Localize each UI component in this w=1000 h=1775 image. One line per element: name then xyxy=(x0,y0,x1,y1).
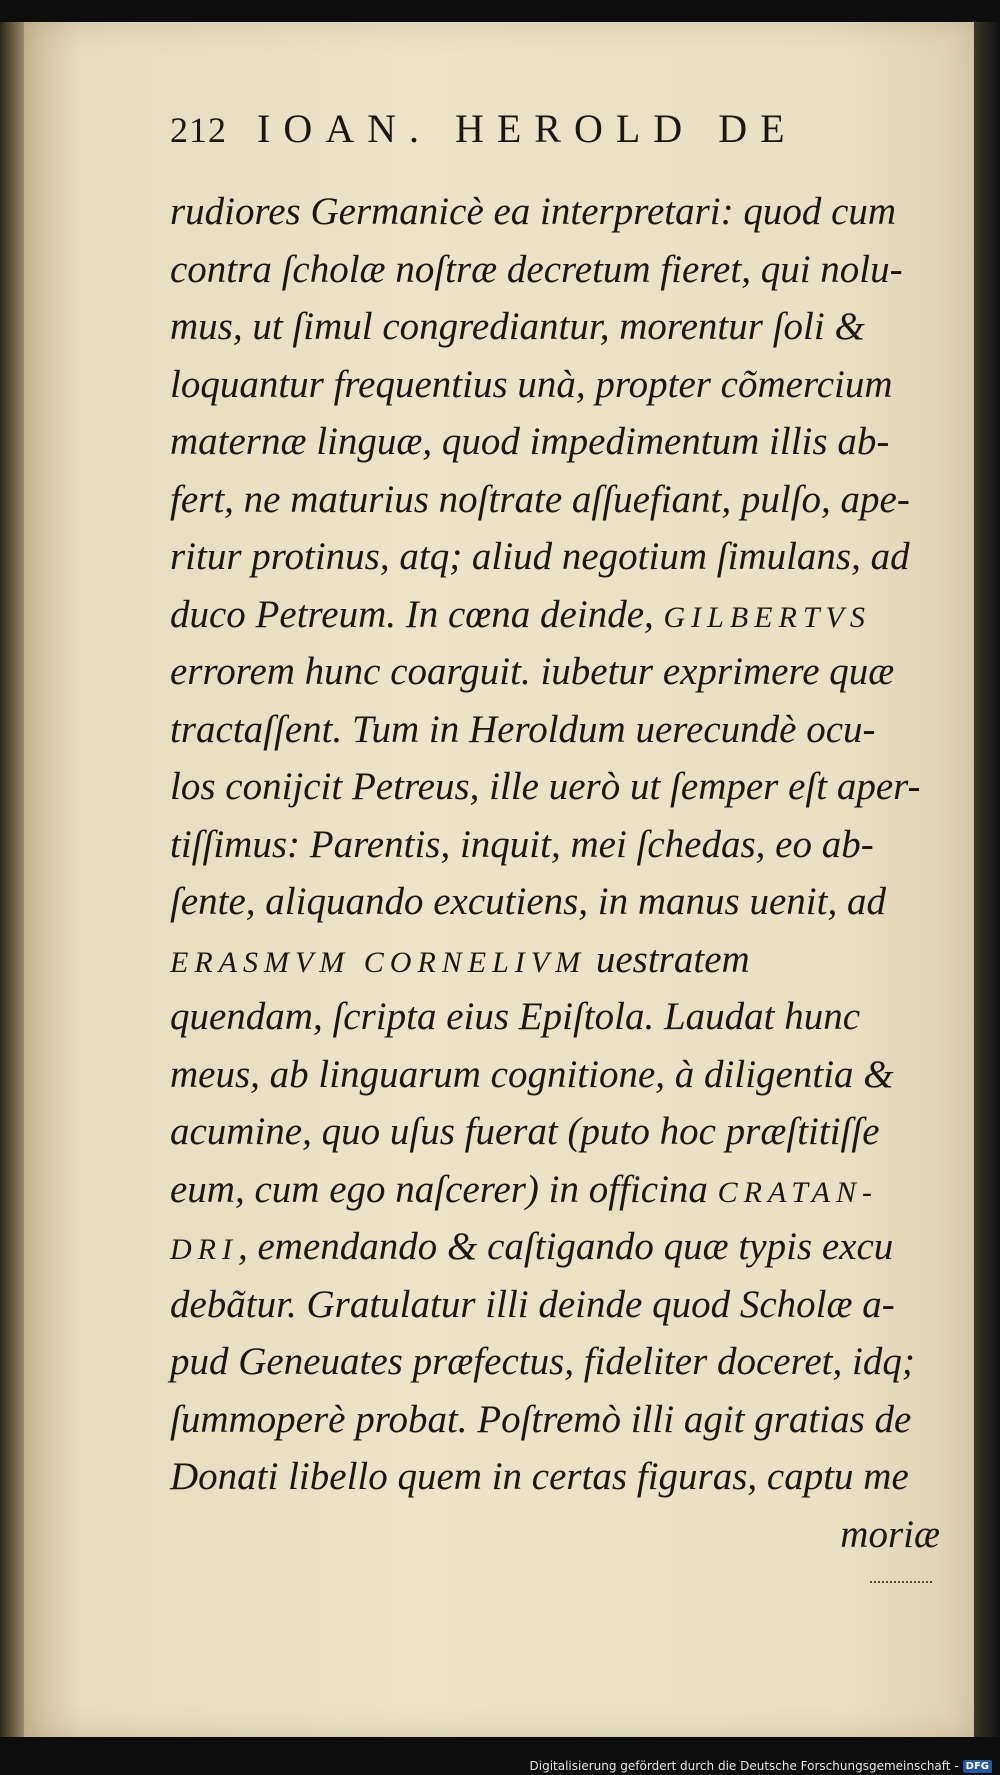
text-segment: duco Petreum. In cœna deinde, xyxy=(170,592,654,636)
page-number: 212 xyxy=(170,110,227,150)
text-line: fert, ne maturius noſtrate aſſuefiant, pulſo, ape- xyxy=(170,477,910,521)
running-title: IOAN. HEROLD DE xyxy=(257,106,798,151)
text-line: contra ſcholæ noſtræ decretum fieret, qui nolu- xyxy=(170,247,903,291)
text-segment: , emendando & caſtigando quæ typis excu xyxy=(237,1225,894,1268)
small-caps-name: GILBERTVS xyxy=(663,600,871,634)
text-line: errorem hunc coarguit. iubetur exprimere quæ xyxy=(170,650,895,693)
text-line: mus, ut ſimul congrediantur, morentur ſoli & xyxy=(170,305,865,348)
text-line: debãtur. Gratulatur illi deinde quod Scholæ a- xyxy=(170,1282,895,1326)
text-line: tractaſſent. Tum in Heroldum uerecundè ocu- xyxy=(170,707,876,751)
catchword: moriæ xyxy=(840,1512,940,1556)
dfg-logo: DFG xyxy=(963,1760,992,1773)
text-line: ſente, aliquando excutiens, in manus uenit, ad xyxy=(170,880,886,923)
text-line: ritur protinus, atq; aliud negotium ſimulans, ad xyxy=(170,535,910,578)
text-line: meus, ab linguarum cognitione, à diligentia & xyxy=(170,1052,894,1096)
digitization-credit xyxy=(530,1759,993,1773)
text-line: loquantur frequentius unà, propter cõmercium xyxy=(170,362,893,406)
text-line: Donati libello quem in certas figuras, captu me xyxy=(170,1455,909,1498)
text-line xyxy=(170,931,940,989)
text-line: rudiores Germanicè ea interpretari: quod cum xyxy=(170,190,897,233)
text-line: quendam, ſcripta eius Epiſtola. Laudat hunc xyxy=(170,995,861,1038)
text-line: ſummoperè probat. Poſtremò illi agit gratias de xyxy=(170,1397,912,1441)
text-line xyxy=(170,586,940,644)
text-line: tiſſimus: Parentis, inquit, mei ſchedas, eo ab- xyxy=(170,822,874,866)
signature-mark xyxy=(870,1575,932,1583)
text-line: pud Geneuates præfectus, fideliter doceret, idq; xyxy=(170,1340,915,1383)
credit-text: Digitalisierung gefördert durch die Deutsche Forschungsgemeinschaft - xyxy=(529,1759,959,1773)
text-line: los conijcit Petreus, ille uerò ut ſemper eſt aper- xyxy=(170,765,921,808)
text-line xyxy=(170,1161,940,1219)
small-caps-name: ERASMVM CORNELIVM xyxy=(170,945,587,979)
text-line: acumine, quo uſus fuerat (puto hoc præſtitiſſe xyxy=(170,1110,880,1153)
page-gutter-shadow xyxy=(974,22,1000,1737)
small-caps-name: CRATAN- xyxy=(717,1175,879,1209)
text-segment: uestratem xyxy=(595,937,750,981)
text-line xyxy=(170,1218,940,1276)
page-text xyxy=(170,105,940,1563)
text-segment: eum, cum ego naſcerer) in officina xyxy=(170,1167,708,1211)
small-caps-name: DRI xyxy=(170,1233,238,1266)
running-head xyxy=(170,105,940,183)
text-line: maternæ linguæ, quod impedimentum illis ab- xyxy=(170,420,890,463)
